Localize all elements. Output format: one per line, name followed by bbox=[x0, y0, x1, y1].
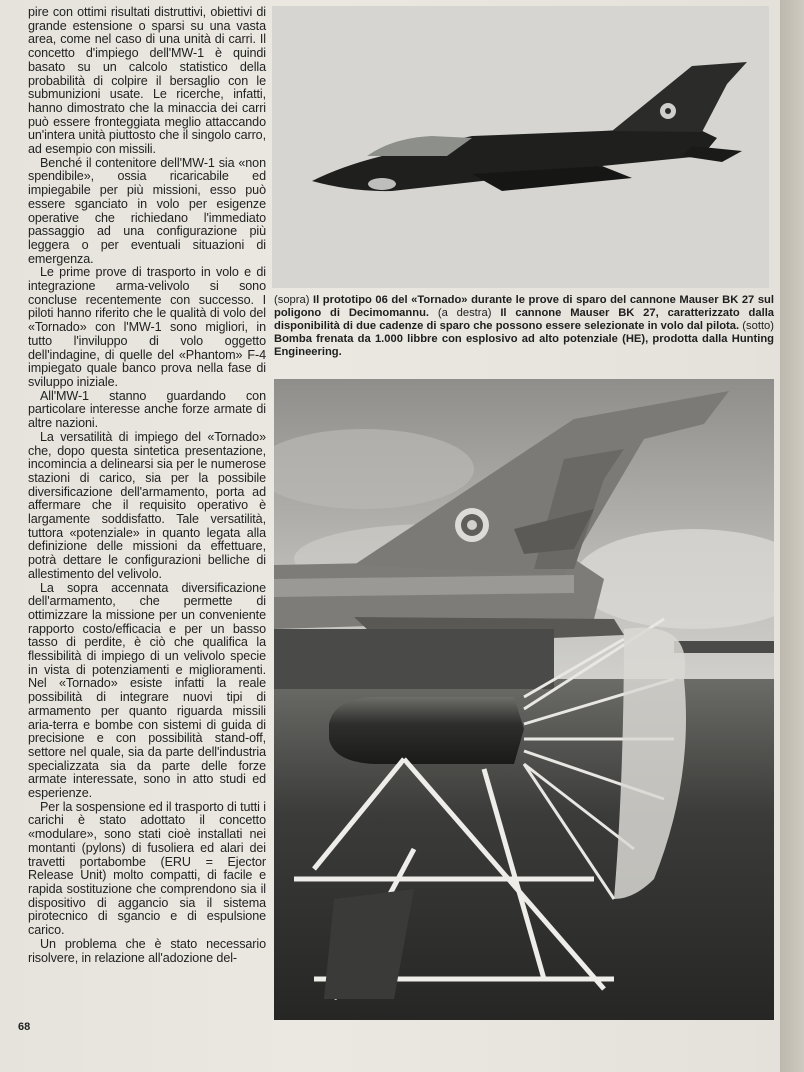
photo-tornado-in-flight bbox=[272, 6, 769, 288]
caption-text-below: Bomba frenata da 1.000 libbre con esplosivo ad alto potenziale (HE), prodotta dalla Hunting Engineering. bbox=[274, 333, 774, 358]
bomb-display-image bbox=[274, 379, 774, 1020]
caption-tag-right: (a destra) bbox=[437, 307, 492, 319]
paragraph-5: La versatilità di impiego del «Tornado» che, dopo questa sintetica presentazione, incomincia a delinearsi sia per le numerose stazioni di carico, sia per la possibile diversificazione dell'armamento, porta ad affermare che il requisito operativo è largamente soddisfatto. Tale versatilità, tuttora «potenziale» in quanto legata alla definizione delle missioni da effettuare, potrà dettare le configurazioni belliche di allestimento del velivolo. bbox=[28, 429, 266, 581]
caption-tag-above: (sopra) bbox=[274, 294, 310, 306]
paragraph-4: All'MW-1 stanno guardando con particolare interesse anche forze armate di altre nazioni. bbox=[28, 388, 266, 431]
tornado-flight-image bbox=[272, 6, 769, 288]
paragraph-7: Per la sospensione ed il trasporto di tutti i carichi è stato adottato il concetto «modulare», sono stati cioè installati nei montanti (pylons) di fusoliera ed alari dei travetti portabombe (ERU = Ejector Release Unit) molto compatti, di facile e rapida sostituzione che comprendono sia il dispositivo di aggancio sia il sistema pirotecnico di sgancio e di espulsione carico. bbox=[28, 799, 266, 938]
caption-tag-below: (sotto) bbox=[742, 320, 775, 332]
photo-caption bbox=[274, 294, 774, 359]
photo-retarded-bomb bbox=[274, 379, 774, 1020]
caption-text-right: Il cannone Mauser BK 27, caratterizzato dalla disponibilità di due cadenze di sparo che possono essere selezionate in volo dal pilota. bbox=[274, 307, 775, 332]
caption-text-above: Il prototipo 06 del «Tornado» durante le prove di sparo del cannone Mauser BK 27 sul poligono di Decimomannu. bbox=[274, 294, 775, 319]
article-text-column bbox=[28, 6, 266, 965]
paragraph-2: Benché il contenitore dell'MW-1 sia «non spendibile», ossia ricaricabile ed impiegabile per più missioni, esso può essere sganciato in volo per esigenze operative che richiedano l'immediato passaggio ad una configurazione più leggera o per eventuali situazioni di emergenza. bbox=[28, 155, 266, 266]
paragraph-6: La sopra accennata diversificazione dell'armamento, che permette di ottimizzare la missione per un conveniente rapporto costo/efficacia e per un basso tasso di perdite, è ciò che qualifica la flessibilità di impiego di un velivolo specie in vista di potenziamenti e miglioramenti. Nel «Tornado» esiste infatti la reale possibilità di integrare nuovi tipi di armamento per quanto riguarda missili aria-terra e bombe con sistemi di guida di precisione e con possibilità stand-off, settore nel quale, sia da parte dell'industria specializzata sia da parte delle forze armate interessate, sono in atto studi ed esperienze. bbox=[28, 580, 266, 801]
paragraph-8: Un problema che è stato necessario risolvere, in relazione all'adozione del- bbox=[28, 936, 266, 965]
paragraph-3: Le prime prove di trasporto in volo e di integrazione arma-velivolo si sono concluse recentemente con successo. I piloti hanno riferito che le qualità di volo del «Tornado» con l'MW-1 sono migliori, in tutto l'inviluppo di volo oggetto dell'indagine, di quelle del «Phantom» F-4 impiegato quale banco prova nella fase di sviluppo iniziale. bbox=[28, 265, 266, 389]
page-number: 68 bbox=[18, 1021, 31, 1033]
paragraph-1: pire con ottimi risultati distruttivi, obiettivi di grande estensione o sparsi su una vasta area, come nel caso di una unità di carri. Il concetto d'impiego dell'MW-1 è quindi basato su un calcolo statistico della probabilità di colpire il bersaglio con le submunizioni usate. Le ricerche, infatti, hanno dimostrato che la minaccia dei carri può essere fronteggiata meglio attaccando un'intera unità piuttosto che il singolo carro, ad esempio con missili. bbox=[28, 5, 266, 157]
page-edge bbox=[780, 0, 804, 1072]
